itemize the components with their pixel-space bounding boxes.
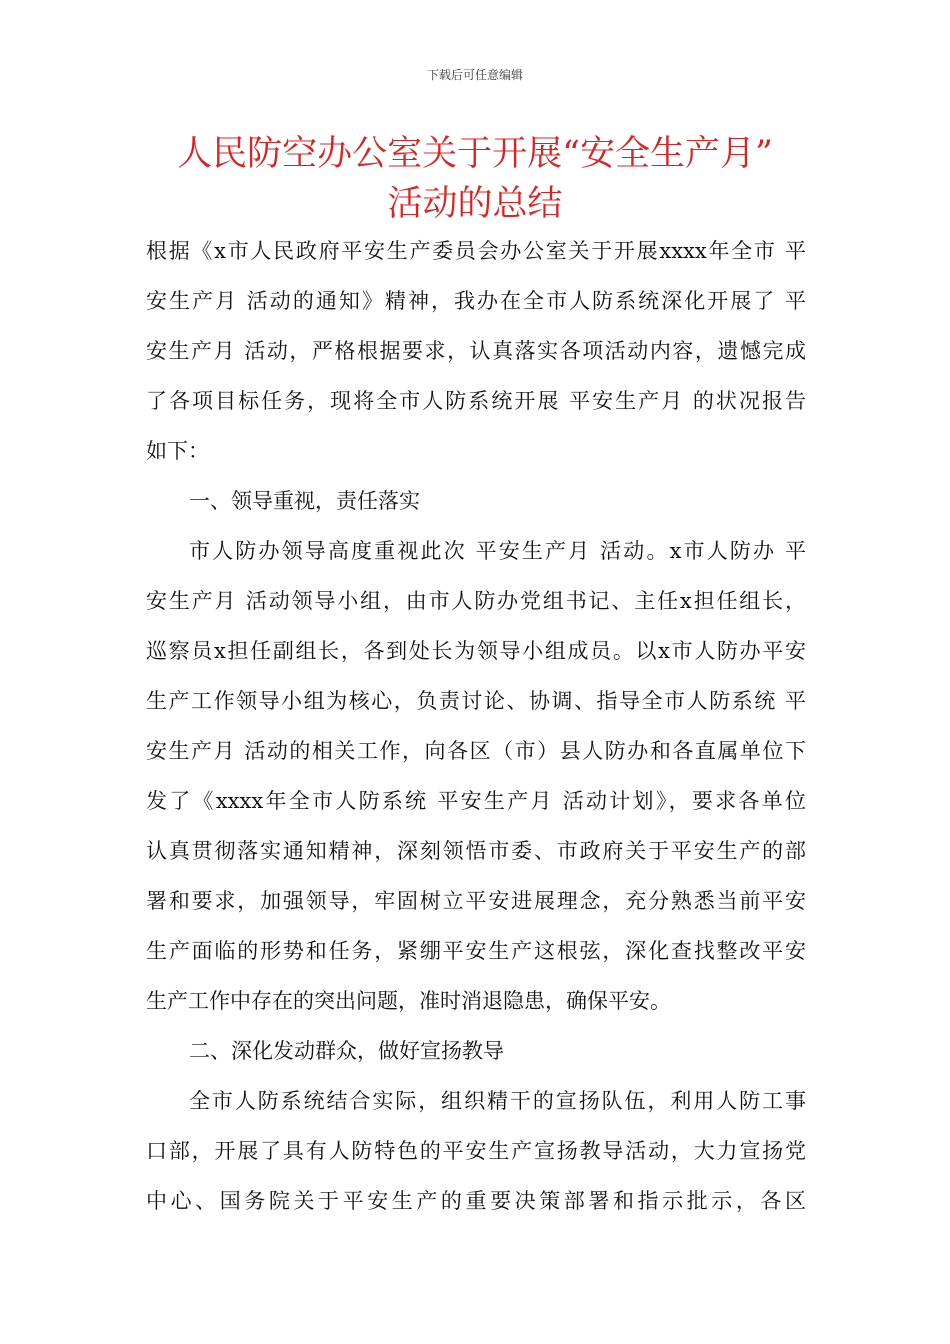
body-line: 根据《x市人民政府平安生产委员会办公室关于开展xxxx年全市 平 [146, 239, 806, 263]
body-line: 如下： [146, 439, 209, 463]
body-line: 中心、国务院关于平安生产的重要决策部署和指示批示，各区 [146, 1189, 806, 1213]
section-heading: 二、深化发动群众，做好宣扬教导 [189, 1039, 504, 1063]
body-line: 口部，开展了具有人防特色的平安生产宣扬教导活动，大力宣扬党 [146, 1139, 806, 1163]
body-line: 安生产月 活动，严格根据要求，认真落实各项活动内容，遗憾完成 [146, 339, 806, 363]
body-line: 生产工作领导小组为核心，负责讨论、协调、指导全市人防系统 平 [146, 689, 806, 713]
body-line: 安生产月 活动的通知》精神，我办在全市人防系统深化开展了 平 [146, 289, 806, 313]
body-line: 巡察员x担任副组长，各到处长为领导小组成员。以x市人防办平安 [146, 639, 806, 663]
body-line: 发了《xxxx年全市人防系统 平安生产月 活动计划》，要求各单位 [146, 789, 806, 813]
header-note: 下载后可任意编辑 [426, 68, 523, 82]
body-line: 了各项目标任务，现将全市人防系统开展 平安生产月 的状况报告 [146, 389, 806, 413]
document-title-line-1: 人民防空办公室关于开展“安全生产月” [177, 134, 773, 174]
body-line: 安生产月 活动的相关工作，向各区（市）县人防办和各直属单位下 [146, 739, 806, 763]
section-heading: 一、领导重视，责任落实 [189, 489, 420, 513]
document-title-line-2: 活动的总结 [387, 184, 563, 224]
body-line: 市人防办领导高度重视此次 平安生产月 活动。x市人防办 平 [189, 539, 806, 563]
body-line: 全市人防系统结合实际，组织精干的宣扬队伍，利用人防工事 [189, 1089, 806, 1113]
body-line: 安生产月 活动领导小组，由市人防办党组书记、主任x担任组长， [146, 589, 806, 613]
body-line: 生产工作中存在的突出问题，准时消退隐患，确保平安。 [146, 989, 671, 1013]
body-line: 署和要求，加强领导，牢固树立平安进展理念，充分熟悉当前平安 [146, 889, 806, 913]
body-line: 生产面临的形势和任务，紧绷平安生产这根弦，深化查找整改平安 [146, 939, 806, 963]
body-line: 认真贯彻落实通知精神，深刻领悟市委、市政府关于平安生产的部 [146, 839, 806, 863]
